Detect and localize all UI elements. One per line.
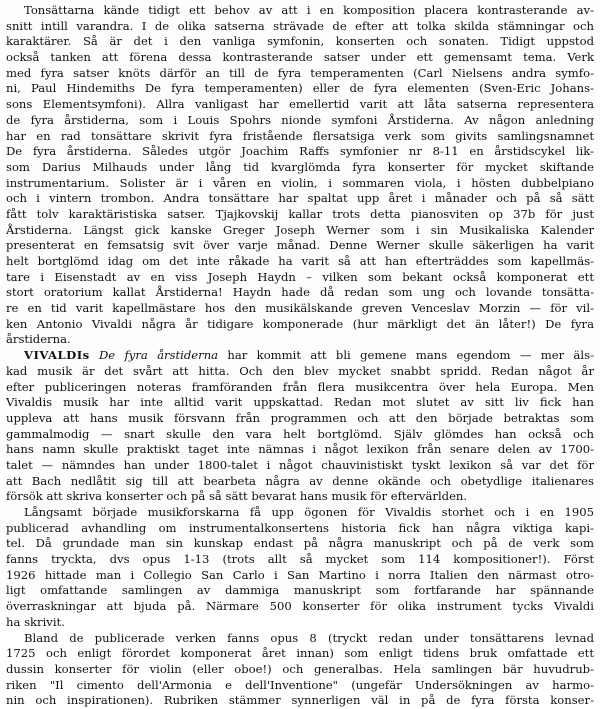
text-line: gammalmodig — snart skulle den vara helt bortglömd. Själv glömdes han också och <box>6 426 594 441</box>
text-line: de fyra årstiderna, som i Louis Spohrs nionde symfoni Årstiderna. Av någon anledning <box>6 112 594 127</box>
text-line: 1725 och enligt förordet komponerat året innan) som enligt tidens bruk omfattade ett <box>6 646 594 661</box>
text-line: fanns tryckta, dvs opus 1-13 (trots allt så mycket som 114 kompositioner!). Först <box>6 552 594 567</box>
text-line: försök att skriva konserter och på så sätt bevarat hans musik för eftervärlden. <box>6 489 468 504</box>
text-line: re en tid varit kapellmästare hos den musikälskande greven Venceslav Morzin — för vil- <box>6 301 594 316</box>
text-line: överraskningar att bjuda på. Närmare 500 konserter för olika instrument tycks Vivaldi <box>6 599 594 614</box>
paragraph-seasons-intro <box>6 3 594 348</box>
text-line: ha skrivit. <box>6 614 65 629</box>
text-line: dussin konserter för violin (eller oboe!) och generalbas. Hela samlingen bär huvudrub- <box>6 661 594 676</box>
text-line: instrumentarium. Solister är i våren en violin, i sommaren viola, i hösten dubbelpiano <box>6 175 594 190</box>
text-line: fått tolv karaktäristiska satser. Tjajkovskij kallar trots detta pianosviten op 37b för just <box>6 206 594 221</box>
paragraph-vivaldi-reception <box>6 348 594 505</box>
text-line: sons Elementsymfoni). Allra vanligast har emellertid varit att låta satserna representera <box>6 97 594 112</box>
text-line: att Bach nedlåtit sig till att bearbeta några av denne okände och obetydlige italienares <box>6 473 594 488</box>
text-line: De fyra årstiderna. Således utgör Joachim Raffs symfonier nr 8-11 en årstidscykel lik- <box>6 144 594 159</box>
text-line: ligt omfattande samlingen av dammiga manuskript som fortfarande har spännande <box>6 583 594 598</box>
text-line: stort oratorium kallat Årstiderna! Haydn hade då redan som ung och lovande tonsätta- <box>6 285 594 300</box>
text-line: talet — nämndes han under 1800-talet i något chauvinistiskt tyskt lexikon så var det för <box>6 457 594 472</box>
text-line: Årstiderna. Längst gick kanske Greger Joseph Werner som i sin Musikaliska Kalender <box>6 222 594 237</box>
text-line: hans namn skulle praktiskt taget inte nämnas i något lexikon från senare delen av 1700- <box>6 442 594 457</box>
paragraph-rediscovery <box>6 505 594 631</box>
text-line: tare i Eisenstadt av en viss Joseph Haydn – vilken som bekant också komponerat ett <box>6 269 594 284</box>
text-line: Tonsättarna kände tidigt ett behov av att i en komposition placera kontrasterande av- <box>24 3 594 17</box>
vivaldi-lead-word: VIVALDIs <box>24 348 90 363</box>
line-rest: har kommit att bli gemene mans egendom — mer äls- <box>218 348 594 363</box>
text-line: har en rad tonsättare skrivit fyra fristående flersatsiga verk som givits samlingsnamnet <box>6 128 594 143</box>
text-line: ken Antonio Vivaldi några år tidigare komponerade (hur märkligt det än låter!) De fyra <box>6 316 594 331</box>
text-line: ni, Paul Hindemiths De fyra temperamenten) eller de fyra elementen (Sven-Eric Johans- <box>6 81 594 96</box>
text-line: årstiderna. <box>6 332 71 347</box>
text-line: som Darius Milhauds under lång tid kvarglömda fyra konserter för mycket skiftande <box>6 159 594 174</box>
text-line: riken "Il cimento dell'Armonia e dell'Inventione" (ungefär Undersökningen av harmo- <box>6 677 594 692</box>
text-line: Långsamt började musikforskarna få upp ögonen för Vivaldis storhet och i en 1905 <box>24 505 594 519</box>
text-line: helt bortglömd idag om det inte råkade ha varit så att han efterträddes som kapellmäs- <box>6 254 594 268</box>
text-line: nin och inspirationen). Rubriken stämmer synnerligen väl in på de fyra första konser- <box>6 693 594 708</box>
text-line: publicerad avhandling om instrumentalkonsertens historia fick han några viktiga kapi- <box>6 520 594 535</box>
text-line: Vivaldis musik har inte alltid varit uppskattad. Redan mot slutet av sitt liv fick han <box>6 395 594 410</box>
text-line: kad musik är det svårt att hitta. Och den blev mycket snabbt spridd. Redan något år <box>6 363 594 378</box>
text-line: och i vintern trombon. Andra tonsättare har spaltat upp året i månader och på så sätt <box>6 191 594 206</box>
text-line: också tanken att förena dessa kontrasterande satser under ett gemensamt tema. Verk <box>6 50 594 65</box>
text-line: 1926 hittade man i Collegio San Carlo i San Martino i norra Italien den närmast otro- <box>6 567 594 582</box>
text-line: presenterat en femsatsig svit över varje månad. Denne Werner skulle säkerligen ha varit <box>6 238 594 253</box>
text-line: snitt intill varandra. I de olika satserna strävade de efter att tolka skilda stämningar och <box>6 18 594 33</box>
text-line <box>6 348 594 364</box>
text-line: tel. Då grundade man sin kunskap endast på några manuskript och på de verk som <box>6 536 594 551</box>
paragraph-opus-8 <box>6 631 594 709</box>
text-line: efter publiceringen noteras framföranden från flera musikcentra över hela Europa. Men <box>6 379 594 394</box>
text-line: med fyra satser knöts därför an till de fyra temperamenten (Carl Nielsens andra symfo- <box>6 65 594 80</box>
text-line: Bland de publicerade verken fanns opus 8 (tryckt redan under tonsättarens levnad <box>24 630 594 645</box>
work-title: De fyra årstiderna <box>99 348 219 363</box>
text-line: uppleva att hans musik försvann från programmen och att den började betraktas som <box>6 410 594 425</box>
text-line: karaktärer. Så är det i den vanliga symfonin, konserten och sonaten. Tidigt uppstod <box>6 34 594 49</box>
